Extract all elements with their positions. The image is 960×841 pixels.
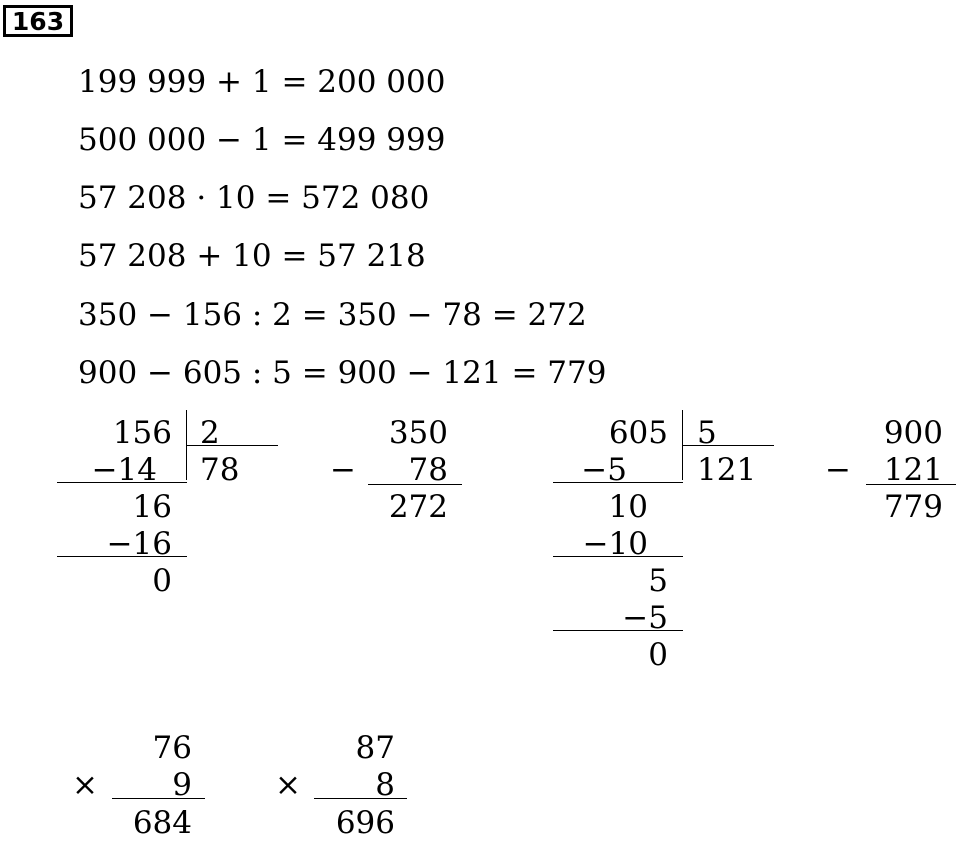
division-step: −10 [582, 526, 648, 562]
division-step: −14 [91, 452, 157, 488]
equation-line-3: 57 208 · 10 = 572 080 [78, 180, 430, 216]
division-underline [57, 482, 187, 483]
division-remainder: 0 [152, 563, 172, 599]
division-step: 5 [648, 563, 668, 599]
product: 684 [132, 805, 192, 841]
minuend: 350 [388, 415, 448, 451]
dividend: 605 [608, 415, 668, 451]
equation-line-4: 57 208 + 10 = 57 218 [78, 238, 426, 274]
quotient: 121 [697, 452, 757, 488]
division-step: 10 [608, 489, 648, 525]
dividend: 156 [112, 415, 172, 451]
minus-sign: − [330, 452, 356, 488]
division-underline [553, 482, 683, 483]
result-line [368, 484, 462, 485]
equation-line-6: 900 − 605 : 5 = 900 − 121 = 779 [78, 355, 607, 391]
minus-sign: − [825, 452, 851, 488]
minuend: 900 [883, 415, 943, 451]
equation-line-2: 500 000 − 1 = 499 999 [78, 122, 446, 158]
quotient: 78 [200, 452, 240, 488]
times-sign: × [275, 767, 301, 803]
division-step: 16 [132, 489, 172, 525]
subtrahend: 121 [883, 452, 943, 488]
multiplier: 8 [375, 767, 395, 803]
division-underline [57, 556, 187, 557]
multiplier: 9 [172, 767, 192, 803]
times-sign: × [72, 767, 98, 803]
difference: 779 [883, 489, 943, 525]
division-bar-horizontal [682, 445, 774, 446]
multiplicand: 87 [355, 730, 395, 766]
problem-number-badge: 163 [3, 5, 73, 37]
multiplicand: 76 [152, 730, 192, 766]
division-remainder: 0 [648, 637, 668, 673]
division-step: −5 [581, 452, 627, 488]
divisor: 2 [200, 415, 220, 451]
division-underline [553, 630, 683, 631]
division-underline [553, 556, 683, 557]
difference: 272 [388, 489, 448, 525]
division-step: −16 [106, 526, 172, 562]
product: 696 [335, 805, 395, 841]
result-line [314, 798, 407, 799]
subtrahend: 78 [408, 452, 448, 488]
equation-line-5: 350 − 156 : 2 = 350 − 78 = 272 [78, 297, 587, 333]
result-line [112, 798, 205, 799]
equation-line-1: 199 999 + 1 = 200 000 [78, 64, 446, 100]
divisor: 5 [697, 415, 717, 451]
division-step: −5 [622, 600, 668, 636]
result-line [866, 484, 956, 485]
